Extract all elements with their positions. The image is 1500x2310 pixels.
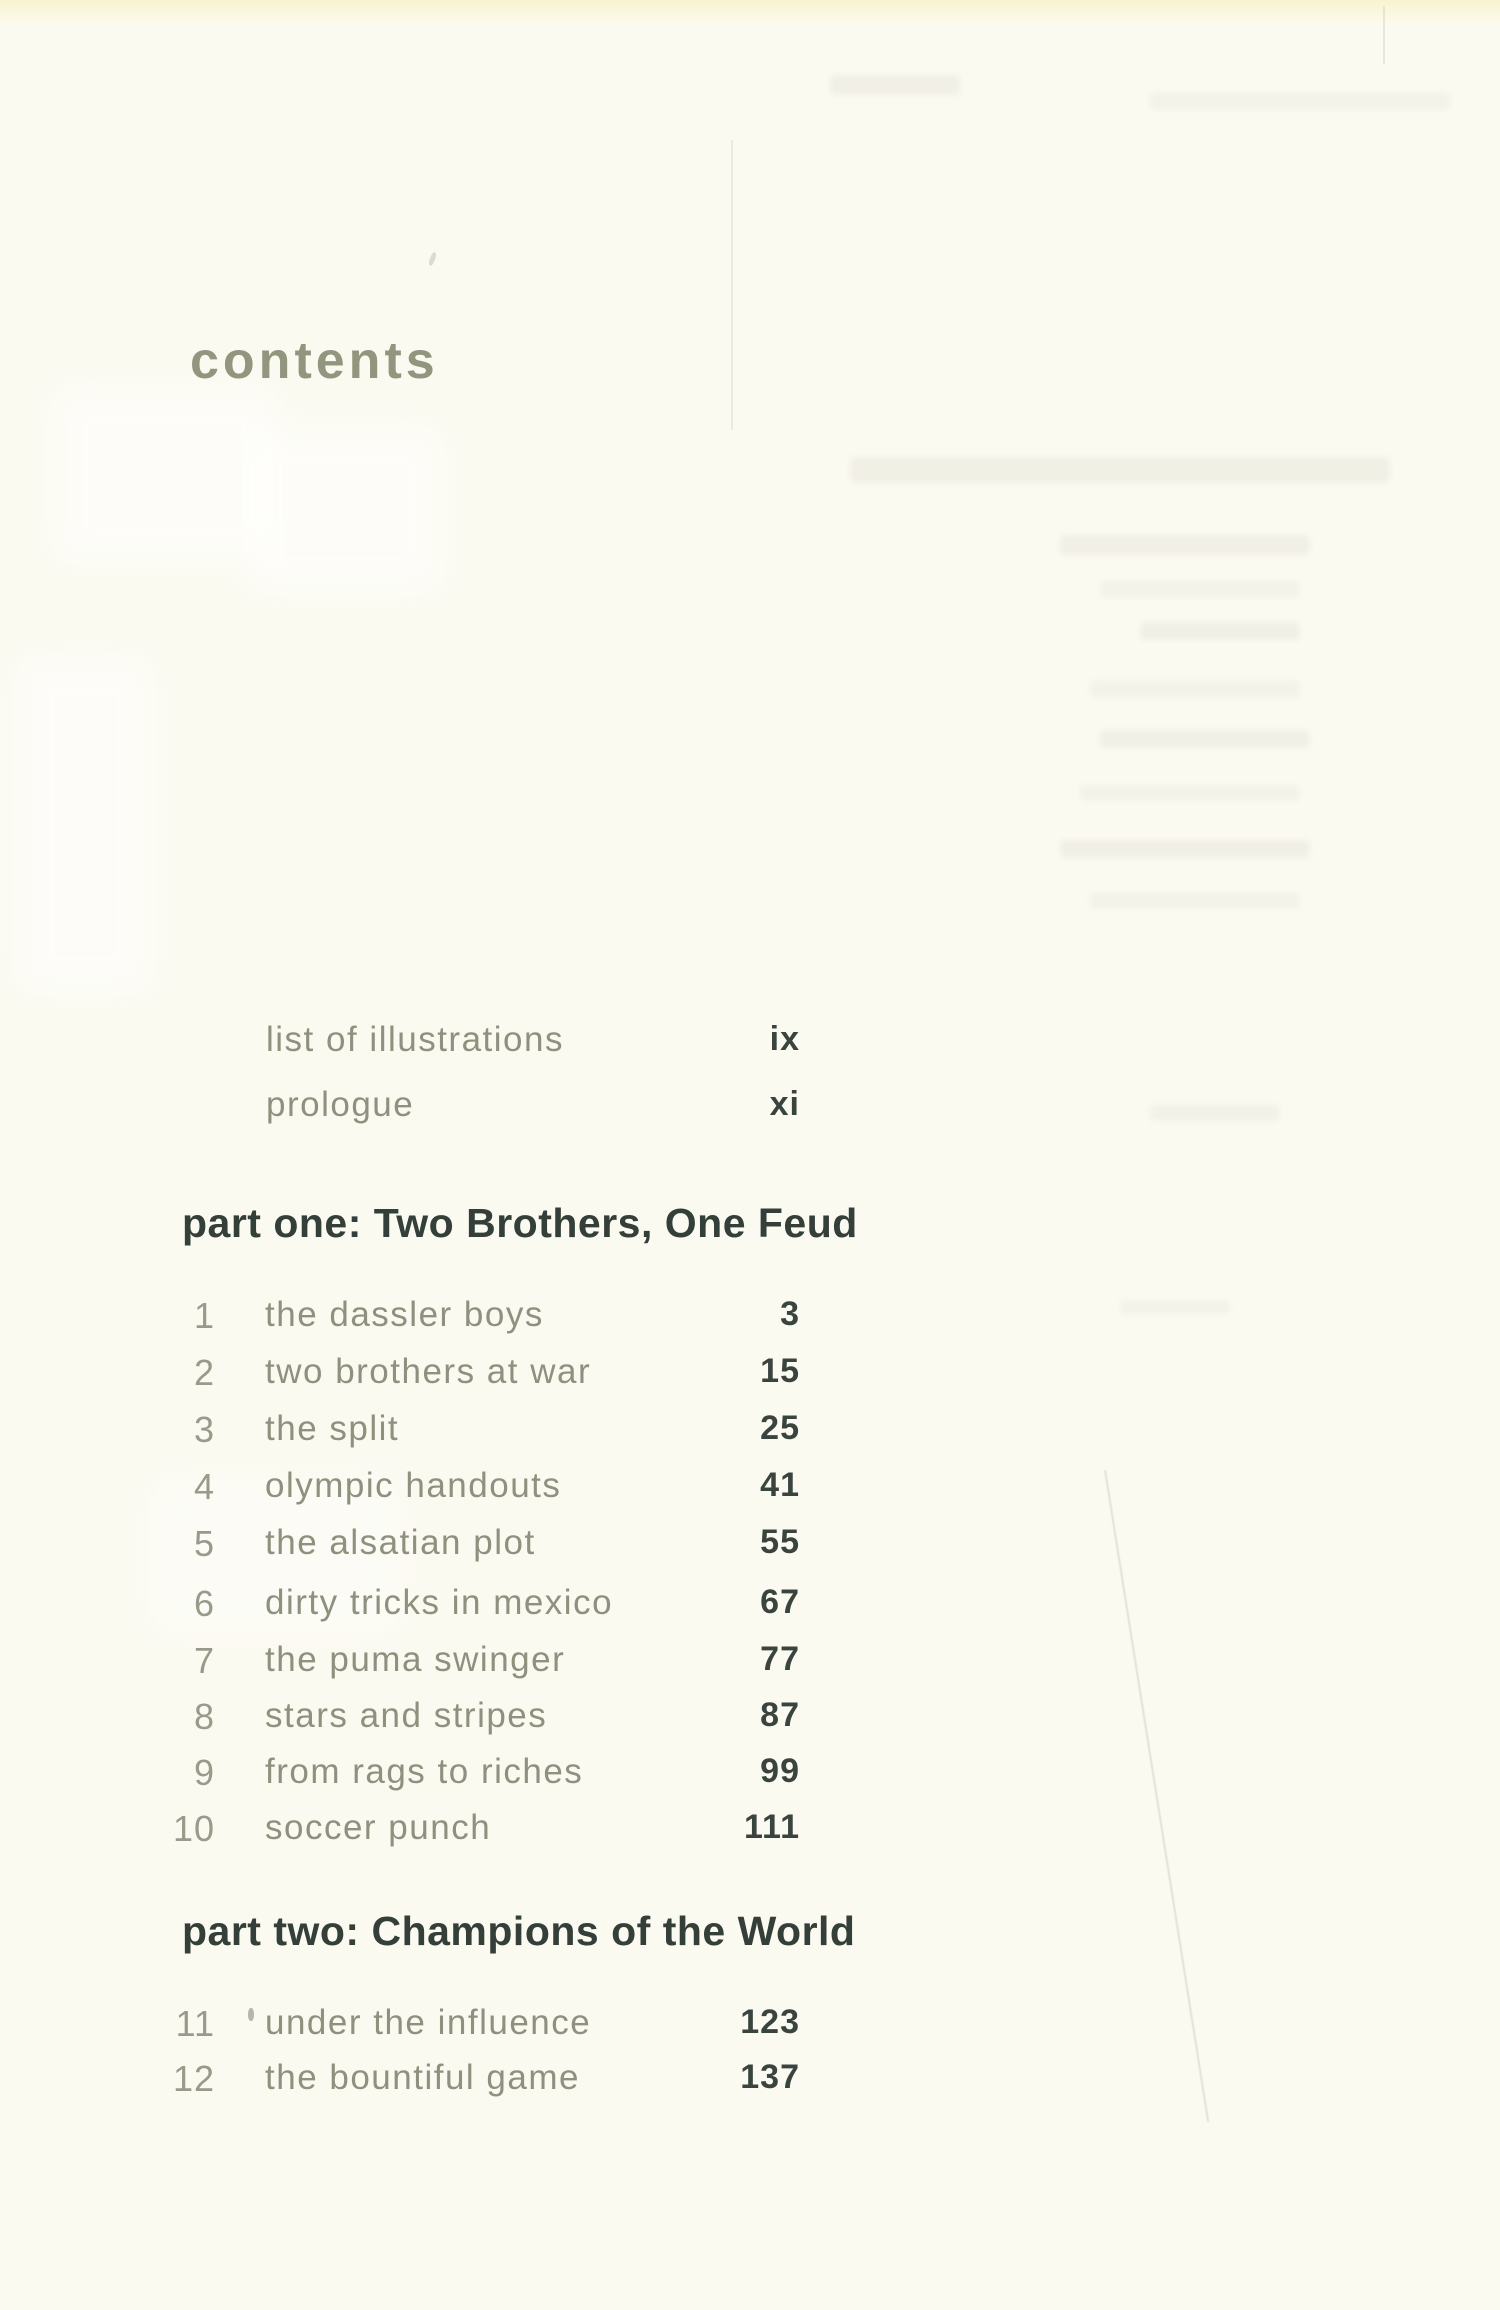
bleedthrough-smudge: [1080, 785, 1300, 801]
chapter-page-number: 123: [740, 2003, 800, 2041]
scan-light-patch: [250, 430, 440, 590]
chapter-number: 2: [193, 1352, 215, 1393]
crease-line: [1383, 6, 1385, 64]
front-matter-page-number: ix: [769, 1020, 800, 1058]
bleedthrough-smudge: [1100, 730, 1310, 748]
page-edge-yellow-strip: [0, 0, 1500, 26]
bleedthrough-smudge: [1150, 92, 1450, 110]
toc-row-chapter-11: [0, 2003, 900, 2051]
toc-row-chapter-7: [0, 1640, 900, 1688]
chapter-number: 9: [193, 1752, 215, 1793]
bleedthrough-smudge: [1140, 622, 1300, 640]
front-matter-title: list of illustrations: [266, 1020, 564, 1059]
chapter-title: olympic handouts: [265, 1466, 562, 1505]
bleedthrough-smudge: [1060, 535, 1310, 555]
scan-light-patch: [55, 390, 275, 560]
chapter-number: 10: [172, 1808, 215, 1849]
toc-row-chapter-5: [0, 1523, 900, 1571]
page-title: contents: [190, 332, 439, 390]
bleedthrough-smudge: [1090, 680, 1300, 698]
chapter-page-number: 137: [740, 2058, 800, 2096]
part-two-heading: part two: Champions of the World: [182, 1908, 856, 1954]
bleedthrough-smudge: [1120, 1300, 1230, 1314]
toc-row-chapter-6: [0, 1583, 900, 1631]
front-matter-page-number: xi: [769, 1085, 800, 1123]
stray-ink-mark: [428, 252, 437, 267]
chapter-number: 5: [193, 1523, 215, 1564]
chapter-title: the split: [265, 1409, 400, 1448]
chapter-number: 12: [172, 2058, 215, 2099]
toc-row-chapter-3: [0, 1409, 900, 1457]
chapter-title: the bountiful game: [265, 2058, 580, 2097]
bleedthrough-smudge: [850, 457, 1390, 483]
chapter-page-number: 77: [760, 1640, 800, 1678]
chapter-number: 7: [193, 1640, 215, 1681]
chapter-page-number: 25: [760, 1409, 800, 1447]
part-one-heading: part one: Two Brothers, One Feud: [182, 1200, 858, 1246]
chapter-page-number: 15: [760, 1352, 800, 1390]
chapter-number: 11: [175, 2003, 215, 2044]
toc-row-chapter-2: [0, 1352, 900, 1400]
toc-row-chapter-1: [0, 1295, 900, 1343]
chapter-title: the dassler boys: [265, 1295, 544, 1334]
chapter-page-number: 67: [760, 1583, 800, 1621]
chapter-number: 3: [193, 1409, 215, 1450]
chapter-title: from rags to riches: [265, 1752, 584, 1791]
chapter-number: 1: [193, 1295, 215, 1336]
toc-row-chapter-9: [0, 1752, 900, 1800]
bleedthrough-smudge: [1150, 1105, 1280, 1121]
toc-row-chapter-8: [0, 1696, 900, 1744]
chapter-page-number: 99: [760, 1752, 800, 1790]
diagonal-crease-line: [1104, 1470, 1209, 2122]
toc-row-chapter-4: [0, 1466, 900, 1514]
front-matter-title: prologue: [266, 1085, 415, 1124]
chapter-title: stars and stripes: [265, 1696, 548, 1735]
toc-row-chapter-12: [0, 2058, 900, 2106]
bleedthrough-smudge: [1060, 840, 1310, 858]
toc-row-prologue: [0, 1085, 900, 1133]
chapter-number: 6: [193, 1583, 215, 1624]
toc-row-chapter-10: [0, 1808, 900, 1856]
chapter-title: under the influence: [265, 2003, 592, 2042]
chapter-number: 8: [193, 1696, 215, 1737]
chapter-page-number: 111: [744, 1808, 800, 1846]
chapter-title: the puma swinger: [265, 1640, 566, 1679]
bleedthrough-smudge: [1100, 580, 1300, 598]
bleedthrough-smudge: [830, 75, 960, 95]
scan-light-patch: [20, 660, 150, 990]
bleedthrough-smudge: [1090, 893, 1300, 909]
chapter-page-number: 41: [760, 1466, 800, 1504]
chapter-title: dirty tricks in mexico: [265, 1583, 614, 1622]
crease-line: [731, 140, 733, 430]
chapter-title: two brothers at war: [265, 1352, 592, 1391]
chapter-number: 4: [193, 1466, 215, 1507]
chapter-page-number: 87: [760, 1696, 800, 1734]
chapter-title: the alsatian plot: [265, 1523, 536, 1562]
chapter-page-number: 55: [760, 1523, 800, 1561]
chapter-title: soccer punch: [265, 1808, 492, 1847]
toc-row-illustrations: [0, 1020, 900, 1068]
chapter-page-number: 3: [780, 1295, 800, 1333]
